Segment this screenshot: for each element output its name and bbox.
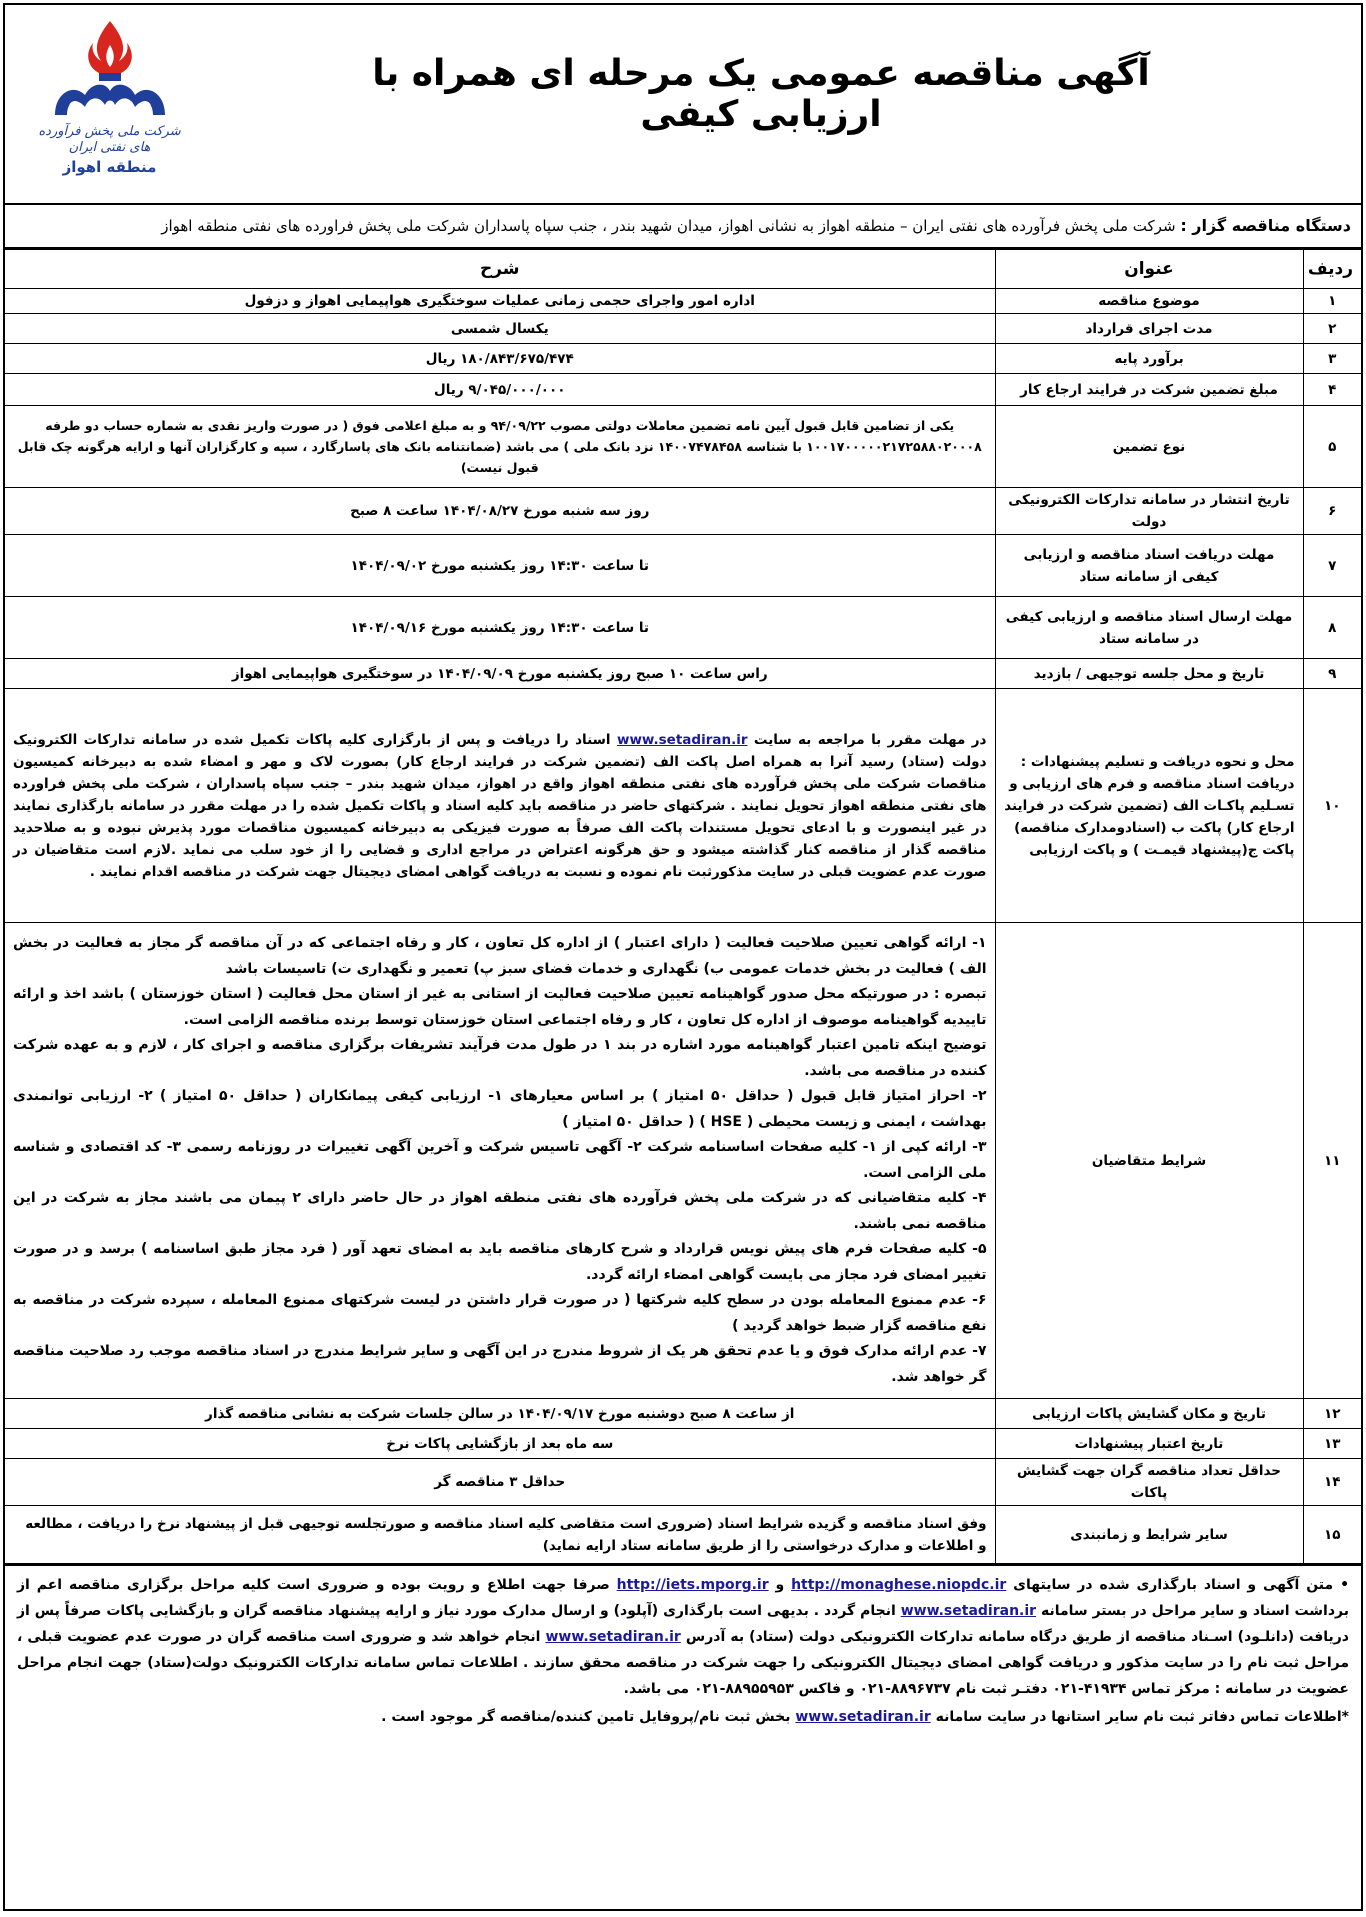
row-number: ۷ bbox=[1303, 535, 1361, 597]
table-header bbox=[5, 250, 1361, 289]
row-number: ۹ bbox=[1303, 659, 1361, 689]
note-text: و bbox=[775, 1577, 785, 1593]
table-row bbox=[5, 1399, 1361, 1429]
desc-text-after-link: اسناد را دریافت و پس از بارگزاری کلیه پاکات تکمیل شده در سامانه تدارکات الکترونیک دولت (ستاد) رسید آنرا به همراه اصل پاکت الف (تضمین شرکت در فرایند ارجاع کار) بصورت لاک و مهر و امضاء شده به دبیرخانه کمیسیون مناقصات شرکت ملی پخش فرآورده های نفتی منطقه اهواز واقع در اهواز، میدان شهید بندر – جنب سپاه پاسداران ، شرکت ملی پخش فراورده های نفتی منطقه اهواز تحویل نمایند . شرکتهای حاضر در مناقصه باید کلیه اسناد و پاکات تکمیل شده را در مهلت مقرر در سامانه بارگذاری نمایند در غیر اینصورت و با ادعای تحویل مستندات پاکت الف صرفاً به صورت فیزیکی به دبیرخانه کمیسیون مناقصات مورد پذیرش نبوده و به صلاحدید مناقصه گذار از مناقصه کنار گذاشته میشود و حق هرگونه اعتراض در مراجع اداری و قضایی را از خود سلب می نماید .لازم است متقاضیان در صورت عدم عضویت قبلی در سایت مذکورثبت نام نموده و نسبت به دریافت گواهی امضای دیجیتال جهت شرکت در مناقصه اقدام نمایند . bbox=[13, 731, 987, 880]
table-row bbox=[5, 1429, 1361, 1459]
row-number: ۴ bbox=[1303, 374, 1361, 406]
row-description: یکی از تضامین قابل قبول آیین نامه تضمین معاملات دولتی مصوب ۹۴/۰۹/۲۲ و به مبلغ اعلامی فوق ( در صورت واریز نقدی به شماره حساب دو طرفه ۱۰۰۱۷۰۰۰۰۰۲۱۷۲۵۸۸۰۲۰۰۰۸ با شناسه ۱۴۰۰۷۴۷۸۴۵۸ نزد بانک ملی ) می باشد (ضمانتنامه بانک های پاسارگارد ، سپه و کارگزاران آنها و ارایه هرگونه چک قابل قبول نیست) bbox=[5, 406, 995, 488]
logo-company-name: شرکت ملی پخش فرآورده های نفتی ایران bbox=[38, 124, 181, 155]
row-number: ۸ bbox=[1303, 597, 1361, 659]
note-paragraph bbox=[17, 1572, 1349, 1702]
row-title: مبلغ تضمین شرکت در فرایند ارجاع کار bbox=[995, 374, 1303, 406]
row-description: وفق اسناد مناقصه و گزیده شرایط اسناد (ضروری است متقاضی کلیه اسناد مناقصه و صورتجلسه توجیهی قبل از پیشنهاد نرخ را دریافت ، مطالعه و اطلاعات و مدارک درخواستی را از طریق سامانه ستاد ارایه نماید) bbox=[5, 1506, 995, 1564]
row-description: تا ساعت ۱۴:۳۰ روز یکشنبه مورخ ۱۴۰۴/۰۹/۱۶ bbox=[5, 597, 995, 659]
condition-paragraph: ۳- ارائه کپی از ۱- کلیه صفحات اساسنامه شرکت ۲- آگهی تاسیس شرکت و آخرین آگهی تغییرات در روزنامه رسمی ۳- کد اقتصادی و شناسه ملی الزامی است. bbox=[13, 1139, 987, 1181]
table-row bbox=[5, 535, 1361, 597]
desc-text-before-link: در مهلت مقرر با مراجعه به سایت bbox=[753, 731, 987, 748]
note-text: صرفا جهت اطلاع و رویت بوده و ضروری است کلیه مراحل برگزاری مناقصه اعم از برداشت اسناد و سایر مراحل در بستر سامانه bbox=[17, 1577, 1349, 1619]
row-number: ۱۳ bbox=[1303, 1429, 1361, 1459]
row-description: از ساعت ۸ صبح دوشنبه مورخ ۱۴۰۴/۰۹/۱۷ در سالن جلسات شرکت به نشانی مناقصه گذار bbox=[5, 1399, 995, 1429]
table-row bbox=[5, 689, 1361, 923]
row-number: ۱۲ bbox=[1303, 1399, 1361, 1429]
organizer-text: شرکت ملی پخش فرآورده های نفتی ایران – منطقه اهواز به نشانی اهواز، میدان شهید بندر ، جنب سپاه پاسداران شرکت ملی پخش فراورده های نفتی منطقه اهواز bbox=[161, 217, 1176, 235]
table-row bbox=[5, 314, 1361, 344]
table-row bbox=[5, 923, 1361, 1399]
row-title: شرایط متقاضیان bbox=[995, 923, 1303, 1399]
row-description: سه ماه بعد از بازگشایی پاکات نرخ bbox=[5, 1429, 995, 1459]
header-row-number: ردیف bbox=[1303, 250, 1361, 289]
row-number: ۵ bbox=[1303, 406, 1361, 488]
table-row bbox=[5, 597, 1361, 659]
condition-paragraph: ۷- عدم ارائه مدارک فوق و یا عدم تحقق هر یک از شروط مندرج در این آگهی و سایر شرایط مندرج در اسناد مناقصه موجب رد صلاحیت مناقصه گر خواهد شد. bbox=[13, 1343, 987, 1385]
row-title: محل و نحوه دریافت و تسلیم پیشنهادات : دریافت اسناد مناقصه و فرم های ارزیابی و تسـلیم پاکـات الف (تضمین شرکت در فرایند ارجاع کار) پاکت ب (اسنادومدارک مناقصه) پاکت ج(پیشنهاد قیمـت ) و پاکت ارزیابی bbox=[995, 689, 1303, 923]
row-title: تاریخ و مکان گشایش پاکات ارزیابی bbox=[995, 1399, 1303, 1429]
row-title: مهلت ارسال اسناد مناقصه و ارزیابی کیفی در سامانه ستاد bbox=[995, 597, 1303, 659]
note-text: بخش ثبت نام/پروفایل تامین کننده/مناقصه گر موجود است . bbox=[381, 1709, 791, 1725]
note-text: انجام خواهد شد و ضروری است مناقصه گران در صورت عدم عضویت قبلی ، مراحل ثبت نام را در سایت مذکور و دریافت گواهی امضای دیجیتال الکترونیکی را جهت شرکت در مناقصه محقق سازند . اطلاعات تماس سامانه تدارکات الکترونیک دولت(ستاد) جهت انجام مراحل عضویت در سامانه : مرکز تماس ۴۱۹۳۴-۰۲۱ دفتـر ثبت نام ۸۸۹۶۷۳۷-۰۲۱ و فاکس ۸۸۹۵۵۹۵۳-۰۲۱ می باشد. bbox=[17, 1629, 1349, 1697]
table-row bbox=[5, 1459, 1361, 1506]
note-text: انجام گردد . بدیهی است بارگذاری (آپلود) و ارسال مدارک مورد نیاز و ارایه پیشنهاد مناقصه گران و بازگشایی پاکات صرفاً پس از دریافت (دانلـود) اسـناد مناقصه از طریق درگاه سامانه تدارکات الکترونیکی دولت (ستاد) به آدرس bbox=[17, 1603, 1349, 1645]
company-logo bbox=[27, 15, 192, 195]
row-title: موضوع مناقصه bbox=[995, 289, 1303, 314]
condition-paragraph: ۲- احراز امتیاز قابل قبول ( حداقل ۵۰ امتیاز ) بر اساس معیارهای ۱- ارزیابی کیفی پیمانکاران ( حداقل ۵۰ امتیاز ) ۲- ارزیابی توانمندی بهداشت ، ایمنی و زیست محیطی ( HSE ) ( حداقل ۵۰ امتیاز ) bbox=[13, 1088, 987, 1130]
setadiran-link[interactable]: www.setadiran.ir bbox=[616, 731, 748, 748]
row-number: ۲ bbox=[1303, 314, 1361, 344]
monaghese-link[interactable]: http://monaghese.niopdc.ir bbox=[791, 1577, 1007, 1593]
row-description bbox=[5, 689, 995, 923]
condition-paragraph: ۴- کلیه متقاضیانی که در شرکت ملی پخش فرآورده های نفتی منطقه اهواز در حال حاضر دارای ۲ پیمان می باشند مجاز به شرکت در این مناقصه نمی باشند. bbox=[13, 1190, 987, 1232]
row-number: ۱۴ bbox=[1303, 1459, 1361, 1506]
row-number: ۳ bbox=[1303, 344, 1361, 374]
organizer-label: دستگاه مناقصه گزار : bbox=[1180, 216, 1351, 235]
row-number: ۱۱ bbox=[1303, 923, 1361, 1399]
footer-notes bbox=[5, 1564, 1361, 1730]
header-description: شرح bbox=[5, 250, 995, 289]
condition-paragraph: توضیح اینکه تامین اعتبار گواهینامه مورد اشاره در بند ۱ در طول مدت فرآیند تشریفات برگزاری مناقصه و اجرای کار ، لازم و به عهده شرکت کننده در مناقصه می باشد. bbox=[13, 1037, 987, 1079]
row-title: مهلت دریافت اسناد مناقصه و ارزیابی کیفی از سامانه ستاد bbox=[995, 535, 1303, 597]
condition-paragraph: ۵- کلیه صفحات فرم های پیش نویس قرارداد و شرح کارهای مناقصه باید به امضای تعهد آور ( فرد مجاز طبق اساسنامه ) برسد و در صورت تغییر امضای فرد مجاز می بایست گواهی امضاء ارائه گردد. bbox=[13, 1241, 987, 1283]
row-title: برآورد پایه bbox=[995, 344, 1303, 374]
row-description: یکسال شمسی bbox=[5, 314, 995, 344]
row-description: ۱۸۰/۸۴۳/۶۷۵/۴۷۴ ریال bbox=[5, 344, 995, 374]
table-row bbox=[5, 1506, 1361, 1564]
tender-organizer bbox=[5, 205, 1361, 249]
table-row bbox=[5, 344, 1361, 374]
table-row bbox=[5, 659, 1361, 689]
row-title: مدت اجرای قرارداد bbox=[995, 314, 1303, 344]
row-number: ۱۵ bbox=[1303, 1506, 1361, 1564]
row-title: تاریخ انتشار در سامانه تدارکات الکترونیکی دولت bbox=[995, 488, 1303, 535]
note-text: متن آگهی و اسناد بارگذاری شده در سایتهای bbox=[1013, 1577, 1334, 1593]
row-description: ۹/۰۴۵/۰۰۰/۰۰۰ ریال bbox=[5, 374, 995, 406]
row-title: تاریخ و محل جلسه توجیهی / بازدید bbox=[995, 659, 1303, 689]
note-text: *اطلاعات تماس دفاتر ثبت نام سایر استانها در سایت سامانه bbox=[935, 1709, 1349, 1725]
logo-region: منطقه اهواز bbox=[62, 158, 157, 176]
table-row bbox=[5, 374, 1361, 406]
table-row bbox=[5, 406, 1361, 488]
tender-notice bbox=[3, 3, 1363, 1911]
row-title: نوع تضمین bbox=[995, 406, 1303, 488]
row-description: راس ساعت ۱۰ صبح روز یکشنبه مورخ ۱۴۰۴/۰۹/۰۹ در سوختگیری هواپیمایی اهواز bbox=[5, 659, 995, 689]
applicant-conditions bbox=[5, 923, 995, 1399]
table-row bbox=[5, 488, 1361, 535]
condition-paragraph: ۶- عدم ممنوع المعامله بودن در سطح کلیه شرکتها ( در صورت قرار داشتن در لیست شرکتهای ممنوع المعامله ، سپرده شرکت در مناقصه به نفع مناقصه گزار ضبط خواهد گردید ) bbox=[13, 1292, 987, 1334]
row-description: حداقل ۳ مناقصه گر bbox=[5, 1459, 995, 1506]
row-description: اداره امور واجرای حجمی زمانی عملیات سوختگیری هواپیمایی اهواز و دزفول bbox=[5, 289, 995, 314]
row-description: تا ساعت ۱۴:۳۰ روز یکشنبه مورخ ۱۴۰۴/۰۹/۰۲ bbox=[5, 535, 995, 597]
row-number: ۱ bbox=[1303, 289, 1361, 314]
flame-logo-icon bbox=[35, 15, 185, 120]
row-title: حداقل تعداد مناقصه گران جهت گشایش پاکات bbox=[995, 1459, 1303, 1506]
setadiran-link[interactable]: www.setadiran.ir bbox=[545, 1629, 681, 1645]
row-title: تاریخ اعتبار پیشنهادات bbox=[995, 1429, 1303, 1459]
setadiran-link[interactable]: www.setadiran.ir bbox=[795, 1709, 931, 1725]
row-number: ۶ bbox=[1303, 488, 1361, 535]
row-number: ۱۰ bbox=[1303, 689, 1361, 923]
setadiran-link[interactable]: www.setadiran.ir bbox=[900, 1603, 1037, 1619]
notice-title: آگهی مناقصه عمومی یک مرحله ای همراه با ارزیابی کیفی bbox=[372, 53, 1150, 135]
table-row bbox=[5, 289, 1361, 314]
tender-table bbox=[5, 249, 1361, 1564]
header-title: عنوان bbox=[995, 250, 1303, 289]
note-footer bbox=[17, 1704, 1349, 1730]
condition-paragraph: ۱- ارائه گواهی تعیین صلاحیت فعالیت ( دارای اعتبار ) از اداره کل تعاون ، کار و رفاه اجتماعی که در آن مناقصه گر مجاز به فعالیت در بخش الف ) فعالیت در بخش خدمات عمومی ب) نگهداری و خدمات فضای سبز پ) تعمیر و نگهداری ت) تاسیسات باشد bbox=[13, 935, 987, 977]
row-title: سایر شرایط و زمانبندی bbox=[995, 1506, 1303, 1564]
condition-paragraph: تبصره : در صورتیکه محل صدور گواهینامه تعیین صلاحیت فعالیت از استانی به غیر از استان محل فعالیت ( استان خوزستان ) باشد اخذ و ارائه تاییدیه گواهینامه موصوف از اداره کل تعاون ، کار و رفاه اجتماعی استان خوزستان توسط برنده مناقصه الزامی است. bbox=[13, 986, 987, 1028]
bullet-icon: • bbox=[1340, 1577, 1350, 1593]
iets-link[interactable]: http://iets.mporg.ir bbox=[616, 1577, 769, 1593]
row-description: روز سه شنبه مورخ ۱۴۰۴/۰۸/۲۷ ساعت ۸ صبح bbox=[5, 488, 995, 535]
notice-header bbox=[5, 5, 1361, 205]
